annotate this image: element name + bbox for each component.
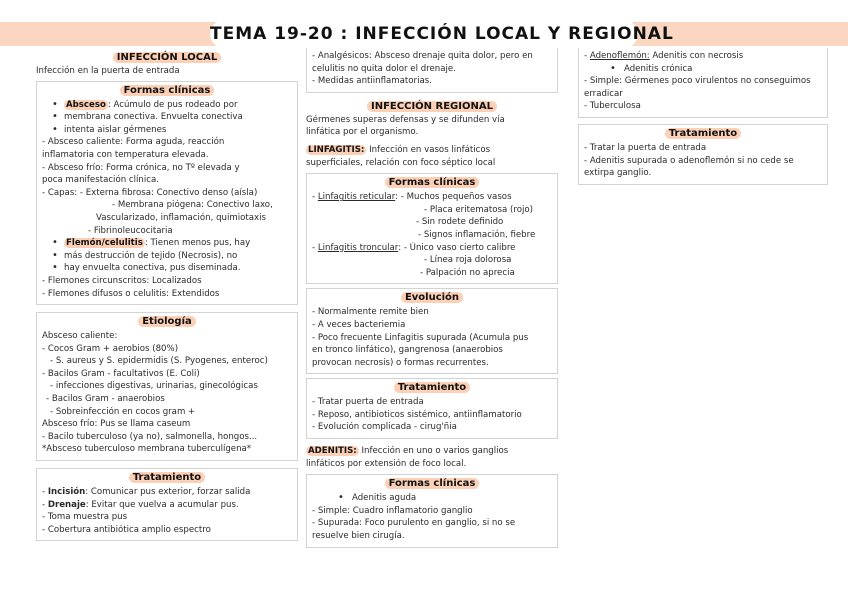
etiologia-box: Etiología Absceso caliente: - Cocos Gram + aerobios (80%) - S. aureus y S. epidermidis (S. Pyogenes, enteroc) - Bacilos Gram - facultativos (E. Coli) - infecciones digestivas, urinarias, ginecológicas - Bacilos Gram - anaerobios - Sobreinfección en cocos gram + Absceso frío: Pus se llama caseum - Bacilo tuberculoso (ya no), salmonella, hongos... *Absceso tuberculoso membrana tuberculígena* [36, 312, 298, 461]
section-infeccion-local-title: INFECCIÓN LOCAL [36, 52, 298, 63]
column-middle: - Analgésicos: Absceso drenaje quita dolor, pero en celulitis no quita dolor el drenaje. - Medidas antiinflamatorias. INFECCIÓN REGIONAL Gérmenes superas defensas y se difunden vía linfática por el organismo. LINFAGITIS: Infección en vasos linfáticos superficiales, relación con foco séptico local Formas clínicas - Linfagitis reticular: - Muchos pequeños vasos - Placa eritematosa (rojo) - Sin rodete definido - Signos inflamación, fiebre - Linfagitis troncular: - Único vaso cierto calibre - Línea roja dolorosa - Palpación no aprecia Evolución - Normalmente remite bien - A veces bacteriemia - Poco frecuente Linfagitis supurada (Acumula pus en tronco linfático), gangrenosa (anaerobios provocan necrosis) o formas recurrentes. Tratamiento - Tratar puerta de entrada - Reposo, antibioticos sistémico, antiinflamatorio - Evolución complicada - cirug'ñia ADENITIS: Infección en uno o varios ganglios linfáticos por extensión de foco local. Formas clínicas • Adenitis aguda - Simple: Cuadro inflamatorio ganglio - Supurada: Foco purulento en ganglio, si no se resuelve bien cirugía. [306, 48, 558, 548]
continuacion-box: - Analgésicos: Absceso drenaje quita dolor, pero en celulitis no quita dolor el drenaje. - Medidas antiinflamatorias. [306, 48, 558, 93]
formas-clinicas-adenitis-box: Formas clínicas • Adenitis aguda - Simple: Cuadro inflamatorio ganglio - Supurada: Foco purulento en ganglio, si no se resuelve bien cirugía. [306, 474, 558, 547]
formas-clinicas-linfagitis-box: Formas clínicas - Linfagitis reticular: - Muchos pequeños vasos - Placa eritematosa (rojo) - Sin rodete definido - Signos inflamación, fiebre - Linfagitis troncular: - Único vaso cierto calibre - Línea roja dolorosa - Palpación no aprecia [306, 173, 558, 284]
tratamiento-title: Tratamiento [129, 472, 205, 483]
tratamiento-title: Tratamiento [394, 382, 470, 393]
formas-clinicas-title: Formas clínicas [385, 177, 480, 188]
evolucion-title: Evolución [401, 292, 463, 303]
flemon-item: • Flemón/celulitis : Tienen menos pus, hay [42, 237, 292, 250]
adenitis-continuacion-box: - Adenoflemón: Adenitis con necrosis • Adenitis crónica - Simple: Gérmenes poco virulentos no conseguimos erradicar - Tuberculosa [578, 48, 828, 118]
infeccion-local-definition: Infección en la puerta de entrada [36, 66, 180, 76]
formas-clinicas-title: Formas clínicas [120, 85, 215, 96]
page-title: TEMA 19-20 : INFECCIÓN LOCAL Y REGIONAL [210, 20, 638, 48]
evolucion-box: Evolución - Normalmente remite bien - A veces bacteriemia - Poco frecuente Linfagitis supurada (Acumula pus en tronco linfático), gangrenosa (anaerobios provocan necrosis) o formas recurrentes. [306, 288, 558, 374]
adenitis-definition: ADENITIS: Infección en uno o varios ganglios [308, 446, 509, 457]
column-right [578, 48, 828, 185]
tratamiento-regional-box: Tratamiento - Tratar puerta de entrada - Reposo, antibioticos sistémico, antiinflamatorio - Evolución complicada - cirug'ñia [306, 378, 558, 439]
tratamiento-local-box: Tratamiento - Incisión: Comunicar pus exterior, forzar salida - Drenaje: Evitar que vuelva a acumular pus. - Toma muestra pus - Cobertura antibiótica amplio espectro [36, 468, 298, 541]
column-left [36, 52, 298, 541]
linfagitis-definition: LINFAGITIS: Infección en vasos linfáticos [308, 144, 491, 155]
tratamiento-title: Tratamiento [665, 128, 741, 139]
tratamiento-adenitis-box: Tratamiento - Tratar la puerta de entrada - Adenitis supurada o adenoflemón si no cede se extirpa ganglio. [578, 124, 828, 185]
absceso-item: • Absceso : Acúmulo de pus rodeado por [42, 99, 292, 112]
etiologia-title: Etiología [138, 316, 196, 327]
formas-clinicas-local-box: Formas clínicas • Absceso : Acúmulo de pus rodeado por • membrana conectiva. Envuelta conectiva • intenta aislar gérmenes - Absceso caliente: Forma aguda, reacción inflamatoria con temperatura elevada. - Absceso frío: Forma crónica, no Tº elevada y poca manifestación clínica. - Capas: - Externa fibrosa: Conectivo denso (aísla) - Membrana piógena: Conectivo laxo, Vascularizado, inflamación, quimiotaxis - Fibrinoleucocitaria • Flemón/celulitis : Tienen menos pus, hay • más destrucción de tejido (Necrosis), no • hay envuelta conectiva, pus diseminada. - Flemones circunscritos: Localizados - Flemones difusos o celulitis: Extendidos [36, 81, 298, 306]
formas-clinicas-title: Formas clínicas [385, 478, 480, 489]
section-infeccion-regional-title: INFECCIÓN REGIONAL [306, 101, 558, 112]
